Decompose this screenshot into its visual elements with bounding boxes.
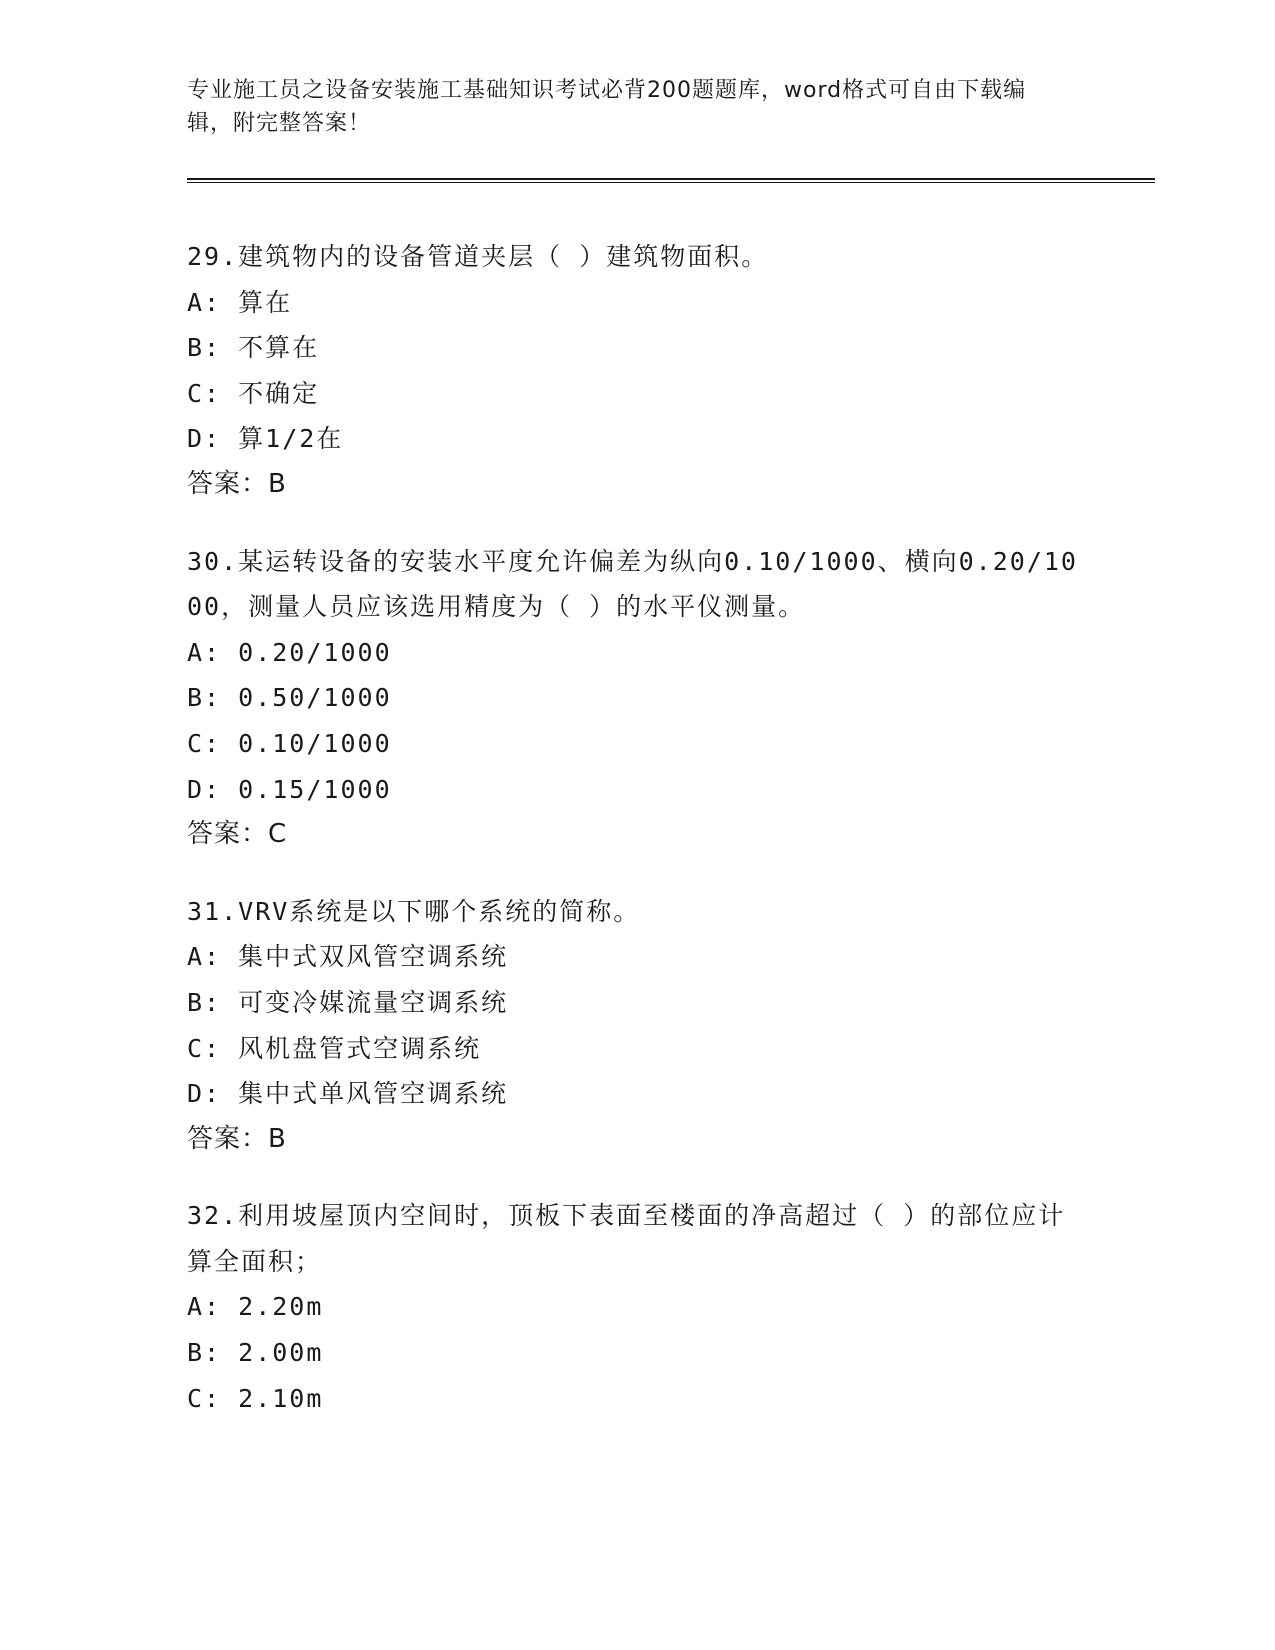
option-a: A: 算在 bbox=[187, 287, 293, 317]
option-c: C: 风机盘管式空调系统 bbox=[187, 1033, 482, 1063]
option-b: B: 可变冷媒流量空调系统 bbox=[187, 987, 509, 1017]
option-d: D: 0.15/1000 bbox=[187, 774, 392, 804]
answer-label: 答案：C bbox=[187, 819, 288, 850]
option-c: C: 不确定 bbox=[187, 378, 320, 408]
header-divider bbox=[187, 178, 1155, 183]
option-a: A: 2.20m bbox=[187, 1292, 324, 1322]
option-d: D: 集中式单风管空调系统 bbox=[187, 1079, 509, 1109]
question-30 bbox=[187, 539, 1087, 858]
option-b: B: 2.00m bbox=[187, 1338, 324, 1368]
option-a: A: 0.20/1000 bbox=[187, 637, 392, 667]
question-29 bbox=[187, 234, 1087, 508]
document-header: 专业施工员之设备安装施工基础知识考试必背200题题库，word格式可自由下载编辑，附完整答案！ bbox=[187, 78, 1027, 136]
option-a: A: 集中式双风管空调系统 bbox=[187, 942, 509, 972]
option-c: C: 0.10/1000 bbox=[187, 728, 392, 758]
option-b: B: 0.50/1000 bbox=[187, 683, 392, 713]
question-stem: 32.利用坡屋顶内空间时，顶板下表面至楼面的净高超过（ ）的部位应计算全面积； bbox=[187, 1201, 1066, 1276]
option-c: C: 2.10m bbox=[187, 1383, 324, 1413]
question-32 bbox=[187, 1193, 1087, 1421]
question-stem: 30.某运转设备的安装水平度允许偏差为纵向0.10/1000、横向0.20/1000，测量人员应该选用精度为（ ）的水平仪测量。 bbox=[187, 546, 1078, 622]
option-b: B: 不算在 bbox=[187, 333, 320, 363]
question-31 bbox=[187, 889, 1087, 1163]
option-d: D: 算1/2在 bbox=[187, 424, 344, 454]
question-stem: 29.建筑物内的设备管道夹层（ ）建筑物面积。 bbox=[187, 242, 769, 271]
question-stem: 31.VRV系统是以下哪个系统的简称。 bbox=[187, 896, 641, 926]
question-list bbox=[187, 234, 1087, 1452]
answer-label: 答案：B bbox=[187, 1123, 287, 1154]
answer-label: 答案：B bbox=[187, 468, 287, 499]
